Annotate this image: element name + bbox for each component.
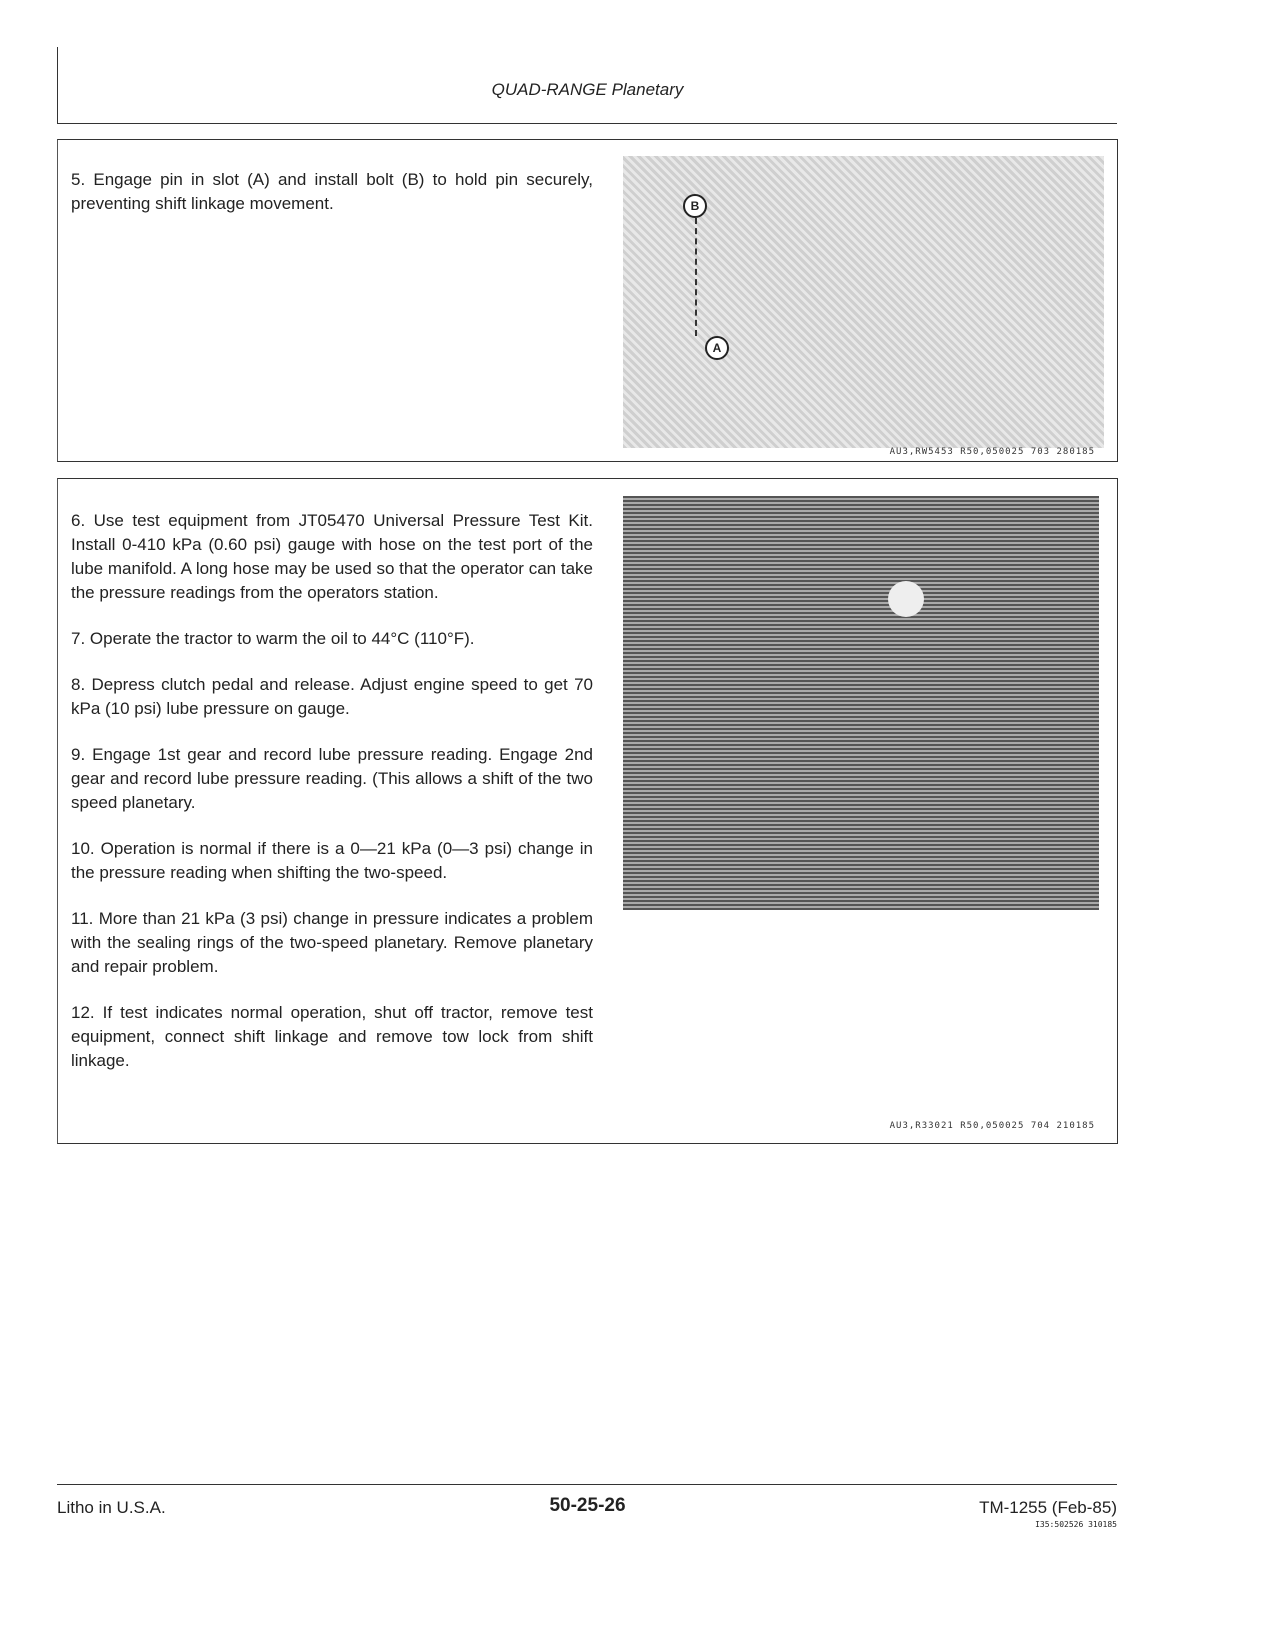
footer-rule <box>57 1484 1117 1485</box>
step-5-section <box>57 139 1118 462</box>
manual-id: TM-1255 (Feb-85) <box>979 1498 1117 1517</box>
step-text: 11. More than 21 kPa (3 psi) change in pressure indicates a problem with the sealing rings of the two-speed planetary. Remove planetary and repair problem. <box>71 909 593 976</box>
gauge-icon <box>888 581 924 617</box>
step-text: 6. Use test equipment from JT05470 Universal Pressure Test Kit. Install 0-410 kPa (0.60 psi) gauge with hose on the test port of the lube manifold. A long hose may be used so that the operator can take the pressure readings from the operators station. <box>71 511 593 602</box>
photo-caption: AU3,RW5453 R50,050025 703 280185 <box>889 447 1095 457</box>
callout-b: B <box>683 194 707 218</box>
step-text: 7. Operate the tractor to warm the oil to 44°C (110°F). <box>71 629 475 648</box>
page-title: QUAD-RANGE Planetary <box>491 80 684 99</box>
leader-line <box>695 218 697 336</box>
callout-a: A <box>705 336 729 360</box>
step-text: 10. Operation is normal if there is a 0—21 kPa (0—3 psi) change in the pressure reading when shifting the two-speed. <box>71 839 593 882</box>
shift-linkage-photo <box>623 156 1104 448</box>
pressure-gauge-photo <box>623 496 1099 910</box>
step-text: 9. Engage 1st gear and record lube pressure reading. Engage 2nd gear and record lube pressure reading. (This allows a shift of the two speed planetary. <box>71 745 593 812</box>
footer-code: I35:502526 310185 <box>1035 1520 1117 1529</box>
step-text: 5. Engage pin in slot (A) and install bolt (B) to hold pin securely, preventing shift linkage movement. <box>71 170 593 213</box>
photo-caption: AU3,R33021 R50,050025 704 210185 <box>889 1121 1095 1131</box>
step-text: 8. Depress clutch pedal and release. Adjust engine speed to get 70 kPa (10 psi) lube pressure on gauge. <box>71 675 593 718</box>
footer-litho: Litho in U.S.A. <box>57 1498 166 1517</box>
step-text: 12. If test indicates normal operation, shut off tractor, remove test equipment, connect shift linkage and remove tow lock from shift linkage. <box>71 1003 593 1070</box>
steps-6-12-section <box>57 478 1118 1144</box>
header-rule-bottom <box>57 123 1117 124</box>
page-number: 50-25-26 <box>549 1495 626 1516</box>
